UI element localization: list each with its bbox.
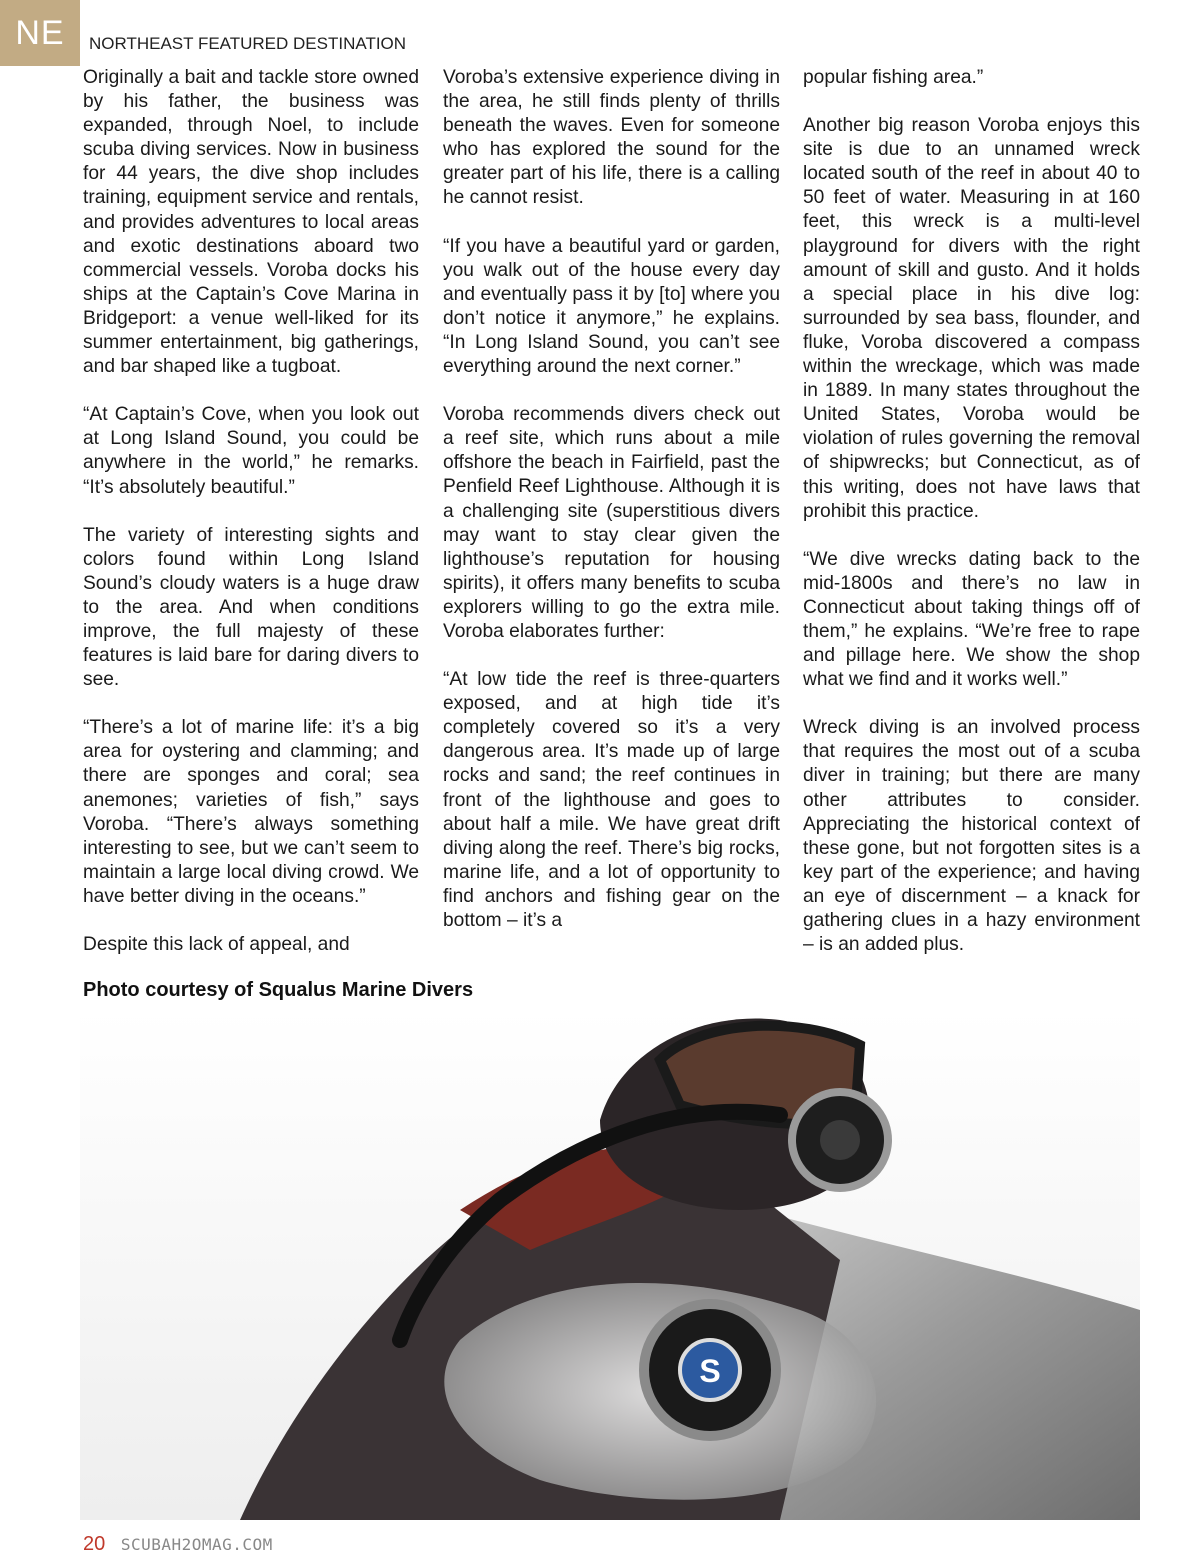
section-title: NORTHEAST FEATURED DESTINATION: [89, 34, 407, 53]
regulator-logo-letter: S: [699, 1353, 721, 1389]
photo-caption: Photo courtesy of Squalus Marine Divers: [83, 979, 474, 1001]
diver-photo: [80, 1010, 1140, 1520]
article-column-3: [803, 66, 1140, 981]
article-column-1: [83, 66, 419, 981]
paragraph: Originally a bait and tackle store owned by his father, the business was expanded, through Noel, to include scuba diving services. Now in business for 44 years, the dive shop includes training, equipment service and rentals, and provides adventures to local areas and exotic destinations aboard two commercial vessels. Voroba docks his ships at the Captain’s Cove Marina in Bridgeport: a venue well-liked for its summer entertainment, big gatherings, and bar shaped like a tugboat.: [83, 67, 419, 378]
paragraph: “We dive wrecks dating back to the mid-1800s and there’s no law in Connecticut about taking things off of them,” he explains. “We’re free to rape and pillage here. We show the shop what we find and it works well.”: [803, 548, 1140, 691]
paragraph: popular fishing area.”: [803, 67, 984, 88]
paragraph: Voroba’s extensive experience diving in the area, he still finds plenty of thrills beneath the waves. Even for someone who has explored the sound for the greater part of his life, there is a calling he cannot resist.: [443, 67, 780, 209]
paragraph: The variety of interesting sights and colors found within Long Island Sound’s cloudy waters is a huge draw to the area. And when conditions improve, the full majesty of these features is laid bare for daring divers to see.: [83, 524, 419, 691]
site-url: SCUBAH2OMAG.COM: [120, 1535, 273, 1554]
paragraph: “At Captain’s Cove, when you look out at Long Island Sound, you could be anywhere in the world,” he remarks. “It’s absolutely beautiful.”: [83, 404, 419, 498]
page-footer: [83, 1533, 273, 1556]
paragraph: Wreck diving is an involved process that requires the most out of a scuba diver in training; but there are many other attributes to consider. Appreciating the historical context of these gone, but not forgotten sites is a key part of the experience; and having an eye of discernment – a knack for gathering clues in a hazy environment – is an added plus.: [803, 717, 1140, 956]
paragraph: Another big reason Voroba enjoys this site is due to an unnamed wreck located south of the reef in about 40 to 50 feet of water. Measuring in at 160 feet, this wreck is a multi-level playground for divers with the right amount of skill and gusto. And it holds a special place in his dive log: surrounded by sea bass, flounder, and fluke, Voroba discovered a compass within the wreckage, which was made in 1889. In many states throughout the United States, Voroba would be violation of rules governing the removal of shipwrecks; but Connecticut, as of this writing, does not have laws that prohibit this practice.: [803, 115, 1140, 522]
paragraph: Voroba recommends divers check out a reef site, which runs about a mile offshore the beach in Fairfield, past the Penfield Reef Lighthouse. Although it is a challenging site (superstitious divers may want to stay clear given the lighthouse’s reputation for housing spirits), it offers many benefits to scuba explorers willing to go the extra mile. Voroba elaborates further:: [443, 404, 780, 642]
paragraph: “There’s a lot of marine life: it’s a big area for oystering and clamming; and there are sponges and coral; sea anemones; varieties of fish,” says Voroba. “There’s always something interesting to see, but we can’t seem to maintain a large local diving crowd. We have better diving in the oceans.”: [83, 717, 419, 907]
article-column-2: [443, 66, 780, 957]
section-tab: NE: [0, 0, 80, 66]
page-number: 20: [83, 1533, 106, 1555]
paragraph: Despite this lack of appeal, and: [83, 934, 350, 955]
paragraph: “At low tide the reef is three-quarters exposed, and at high tide it’s completely covered so it’s a very dangerous area. It’s made up of large rocks and sand; the reef continues in front of the lighthouse and goes to about half a mile. We have great drift diving along the reef. There’s big rocks, marine life, and a lot of opportunity to find anchors and fishing gear on the bottom – it’s a: [443, 669, 780, 931]
paragraph: “If you have a beautiful yard or garden, you walk out of the house every day and eventually pass it by [to] where you don’t notice it anymore,” he explains. “In Long Island Sound, you can’t see everything around the next corner.”: [443, 235, 780, 378]
